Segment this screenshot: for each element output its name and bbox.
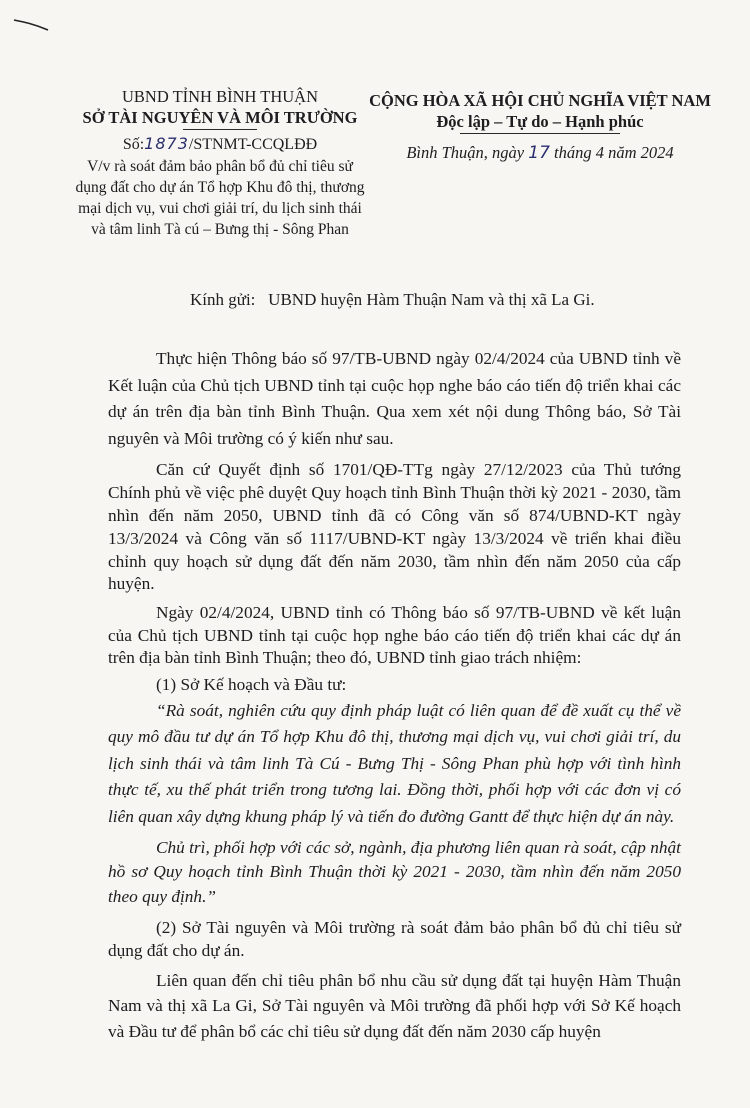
date-suffix: tháng 4 năm 2024 xyxy=(554,143,674,162)
body-paragraph-2: Căn cứ Quyết định số 1701/QĐ-TTg ngày 27/12/2023 của Thủ tướng Chính phủ về việc phê duyệt Quy hoạch tỉnh Bình Thuận thời kỳ 2021 - 2030, tầm nhìn đến năm 2050, UBND tỉnh đã có Công văn số 874/UBND-KT ngày 13/3/2024 và Công văn số 1117/UBND-KT ngày 13/3/2024 về triển khai điều chỉnh quy hoạch sử dụng đất đến năm 2030, tầm nhìn đến năm 2050 của cấp huyện. xyxy=(108,460,681,594)
department-name: SỞ TÀI NGUYÊN VÀ MÔI TRƯỜNG xyxy=(82,108,358,127)
province-committee: UBND TỈNH BÌNH THUẬN xyxy=(121,87,318,106)
date-day-handwritten: 17 xyxy=(528,143,550,163)
doc-number-suffix: /STNMT-CCQLĐĐ xyxy=(188,136,318,153)
document-subject: V/v rà soát đảm bảo phân bổ đủ chỉ tiêu sử dụng đất cho dự án Tổ hợp Khu đô thị, thương mại dịch vụ, vui chơi giải trí, du lịch sinh thái và tâm linh Tà cú – Bưng thị - Sông Phan xyxy=(75,158,365,238)
recipient-label: Kính gửi: xyxy=(190,290,256,309)
recipient-line xyxy=(190,289,595,311)
quoted-paragraph-1: “Rà soát, nghiên cứu quy định pháp luật có liên quan để đề xuất cụ thể về quy mô đầu tư dự án Tổ hợp Khu đô thị, thương mại dịch vụ, vui chơi giải trí, du lịch sinh thái và tâm linh Tà Cú - Bưng Thị - Sông Phan phù hợp với tình hình thực tế, xu thế phát triển trong tương lai. Đồng thời, phối hợp với các đơn vị có liên quan xây dựng khung pháp lý và tiến đo đường Gantt để thực hiện dự án này. xyxy=(108,700,681,826)
body-paragraph-4: (1) Sở Kế hoạch và Đầu tư: xyxy=(156,674,347,694)
body-paragraph-3: Ngày 02/4/2024, UBND tỉnh có Thông báo số 97/TB-UBND về kết luận của Chủ tịch UBND tỉnh tại cuộc họp nghe báo cáo tiến độ triển khai các dự án trên địa bàn tỉnh Bình Thuận; theo đó, UBND tỉnh giao trách nhiệm: xyxy=(108,603,681,668)
doc-number-prefix: Số: xyxy=(122,136,145,153)
national-header xyxy=(355,90,725,164)
nation-title: CỘNG HÒA XÃ HỘI CHỦ NGHĨA VIỆT NAM xyxy=(369,91,711,110)
body-paragraph-5: (2) Sở Tài nguyên và Môi trường rà soát đảm bảo phân bổ đủ chỉ tiêu sử dụng đất cho dự án. xyxy=(108,918,681,961)
issuer-block xyxy=(70,86,370,240)
date-prefix: Bình Thuận, ngày xyxy=(406,143,525,162)
motto-underline xyxy=(460,133,620,134)
national-motto: Độc lập – Tự do – Hạnh phúc xyxy=(436,112,644,131)
recipient-name: UBND huyện Hàm Thuận Nam và thị xã La Gi. xyxy=(268,290,595,309)
quoted-paragraph-2: Chủ trì, phối hợp với các sở, ngành, địa phương liên quan rà soát, cập nhật hồ sơ Quy hoạch tỉnh Bình Thuận thời kỳ 2021 - 2030, tầm nhìn đến năm 2050 theo quy định.” xyxy=(108,837,681,906)
doc-number-handwritten: 1873 xyxy=(144,134,189,153)
letter-body xyxy=(108,346,681,1044)
pen-stroke-mark xyxy=(12,10,52,34)
issuer-underline xyxy=(183,129,257,130)
document-number xyxy=(70,133,370,155)
body-paragraph-6: Liên quan đến chỉ tiêu phân bổ nhu cầu sử dụng đất tại huyện Hàm Thuận Nam và thị xã La Gi, Sở Tài nguyên và Môi trường đã phối hợp với Sở Kế hoạch và Đầu tư để phân bổ các chỉ tiêu sử dụng đất đến năm 2030 cấp huyện xyxy=(108,970,681,1041)
place-date-line xyxy=(355,142,725,164)
body-paragraph-1: Thực hiện Thông báo số 97/TB-UBND ngày 02/4/2024 của UBND tỉnh về Kết luận của Chủ tịch UBND tỉnh tại cuộc họp nghe báo cáo tiến độ triển khai các dự án trên địa bàn tỉnh Bình Thuận. Qua xem xét nội dung Thông báo, Sở Tài nguyên và Môi trường có ý kiến như sau. xyxy=(108,349,681,448)
